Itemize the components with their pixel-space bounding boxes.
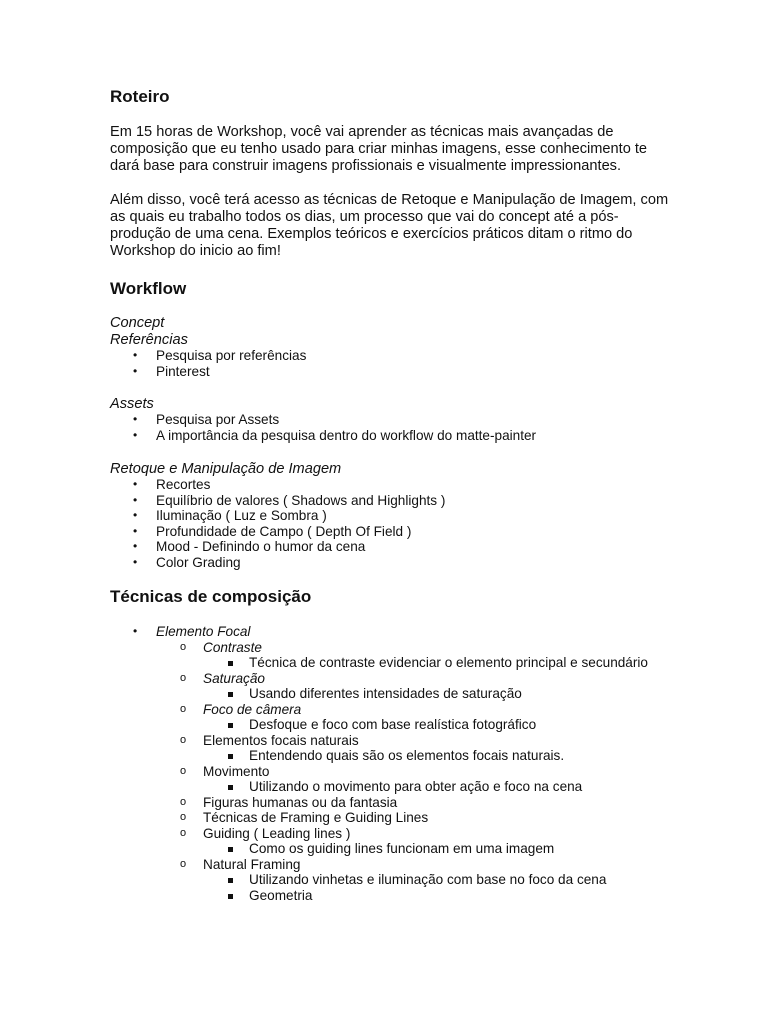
list-item: • Recortes <box>110 477 445 493</box>
outline-subitem: Usando diferentes intensidades de saturação <box>110 686 710 702</box>
roteiro-heading: Roteiro <box>110 87 170 106</box>
assets-label: Assets <box>110 396 154 412</box>
list-item: • Pinterest <box>110 364 306 380</box>
workflow-heading: Workflow <box>110 279 187 298</box>
retoque-list <box>110 477 445 570</box>
tecnicas-heading: Técnicas de composição <box>110 587 312 606</box>
tecnicas-outline <box>110 624 710 903</box>
list-item: • Pesquisa por Assets <box>110 412 536 428</box>
outline-item-natural-framing: o Natural Framing <box>110 857 710 873</box>
elemento-focal-item: • Elemento Focal <box>110 624 710 640</box>
list-item: • Iluminação ( Luz e Sombra ) <box>110 508 445 524</box>
outline-item-contraste: o Contraste <box>110 640 710 656</box>
outline-subitem: Geometria <box>110 888 710 904</box>
outline-item-movimento: o Movimento <box>110 764 710 780</box>
assets-list <box>110 412 536 443</box>
outline-subitem: Como os guiding lines funcionam em uma imagem <box>110 841 710 857</box>
outline-item-guiding: o Guiding ( Leading lines ) <box>110 826 710 842</box>
list-item: • Pesquisa por referências <box>110 348 306 364</box>
outline-subitem: Utilizando vinhetas e iluminação com base no foco da cena <box>110 872 710 888</box>
roteiro-paragraph-2: Além disso, você terá acesso as técnicas de Retoque e Manipulação de Imagem, com as quais eu trabalho todos os dias, um processo que vai do concept até a pós-produção de uma cena. Exemplos teóricos e exercícios práticos ditam o ritmo do Workshop do inicio ao fim! <box>110 192 669 259</box>
referencias-label: Referências <box>110 332 188 348</box>
outline-item-elementos-focais: o Elementos focais naturais <box>110 733 710 749</box>
list-item: • Color Grading <box>110 555 445 571</box>
concept-label: Concept <box>110 315 165 331</box>
outline-item-figuras-humanas: o Figuras humanas ou da fantasia <box>110 795 710 811</box>
list-item: • Mood - Definindo o humor da cena <box>110 539 445 555</box>
outline-subitem: Entendendo quais são os elementos focais naturais. <box>110 748 710 764</box>
list-item: • A importância da pesquisa dentro do workflow do matte-painter <box>110 428 536 444</box>
outline-item-foco-camera: o Foco de câmera <box>110 702 710 718</box>
roteiro-paragraph-1: Em 15 horas de Workshop, você vai aprender as técnicas mais avançadas de composição que eu tenho usado para criar minhas imagens, esse conhecimento te dará base para construir imagens profissionais e visualmente impressionantes. <box>110 124 648 174</box>
retoque-label: Retoque e Manipulação de Imagem <box>110 461 342 477</box>
outline-subitem: Utilizando o movimento para obter ação e foco na cena <box>110 779 710 795</box>
outline-item-saturacao: o Saturação <box>110 671 710 687</box>
list-item: • Equilíbrio de valores ( Shadows and Highlights ) <box>110 493 445 509</box>
outline-subitem: Técnica de contraste evidenciar o elemento principal e secundário <box>110 655 710 671</box>
list-item: • Profundidade de Campo ( Depth Of Field ) <box>110 524 445 540</box>
outline-subitem: Desfoque e foco com base realística fotográfico <box>110 717 710 733</box>
referencias-list <box>110 348 306 379</box>
outline-item-framing: o Técnicas de Framing e Guiding Lines <box>110 810 710 826</box>
